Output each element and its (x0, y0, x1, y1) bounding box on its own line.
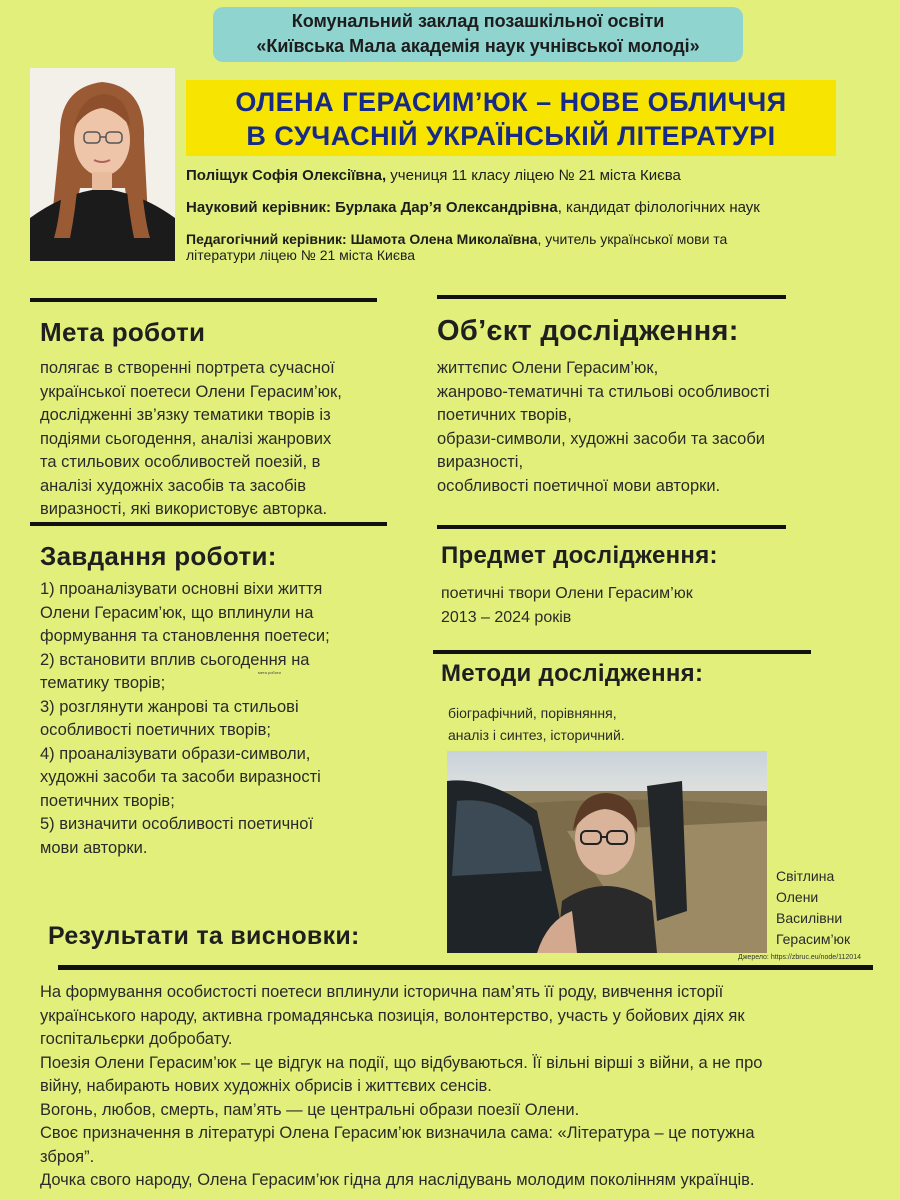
task-line: особливості поетичних творів; (40, 721, 271, 739)
divider-subject (437, 525, 786, 529)
author-portrait (30, 68, 175, 261)
subject-heading: Предмет дослідження: (441, 542, 718, 569)
methods-line: аналіз і синтез, історичний. (448, 727, 625, 743)
divider-tasks (30, 522, 387, 526)
subject-line: 2013 – 2024 років (441, 609, 572, 626)
task-line: мови авторки. (40, 838, 148, 857)
poster-title (186, 80, 836, 156)
results-text (40, 981, 890, 1193)
caption-line: Олени (776, 889, 819, 905)
teacher-name: Педагогічний керівник: Шамота Олена Миколаївна (186, 231, 538, 247)
results-line: Своє призначення в літературі Олена Герасим’юк визначила сама: «Література – це потужна (40, 1124, 755, 1142)
photo-source: Джерело: https://zbruc.eu/node/112014 (738, 954, 861, 961)
subject-line: поетичні твори Олени Герасим’юк (441, 585, 693, 602)
object-line: виразності, (437, 453, 524, 471)
advisor-line (186, 199, 886, 217)
photo-caption (776, 866, 886, 950)
tasks-heading: Завдання роботи: (40, 541, 277, 571)
task-line: 3) розглянути жанрові та стильові (40, 697, 299, 716)
task-line: 5) визначити особливості поетичної (40, 815, 314, 833)
object-line: життєпис Олени Герасим’юк, (437, 359, 659, 377)
object-text (437, 357, 877, 498)
results-line: госпітальєрки добробату. (40, 1030, 233, 1048)
goal-heading: Мета роботи (40, 317, 206, 347)
caption-line: Світлина (776, 868, 835, 884)
results-line: Вогонь, любов, смерть, пам’ять — це центральні образи поезії Олени. (40, 1100, 580, 1119)
methods-line: біографічний, порівняння, (448, 705, 617, 721)
org-line-1: Комунальний заклад позашкільної освіти (291, 11, 665, 31)
task-line: формування та становлення поетеси; (40, 627, 330, 645)
advisor-description: , кандидат філологічних наук (557, 199, 760, 216)
caption-line: Василівни (776, 910, 843, 926)
goal-line: аналізі художніх засобів та засобів (40, 476, 306, 495)
teacher-line (186, 231, 886, 263)
goal-line: української поетеси Олени Герасим’юк, (40, 382, 342, 401)
results-line: Дочка свого народу, Олена Герасим’юк гідна для наслідувань молодим поколінням українців. (40, 1171, 755, 1189)
subject-text (441, 582, 861, 630)
advisor-name: Науковий керівник: Бурлака Дар’я Олександрівна (186, 199, 558, 216)
task-line: Олени Герасим’юк, що вплинули на (40, 603, 314, 622)
divider-object (437, 295, 786, 299)
results-line: На формування особистості поетеси вплинули історична пам’ять її роду, вивчення історії (40, 983, 724, 1001)
goal-line: дослідженні зв’язку тематики творів із (40, 406, 331, 424)
object-line: особливості поетичної мови авторки. (437, 476, 721, 495)
object-line: жанрово-тематичні та стильові особливості (437, 382, 770, 401)
object-heading: Об’єкт дослідження: (437, 315, 739, 347)
goal-line: полягає в створенні портрета сучасної (40, 359, 335, 377)
title-line-1: ОЛЕНА ГЕРАСИМ’ЮК – НОВЕ ОБЛИЧЧЯ (235, 87, 787, 117)
teacher-description-2: літератури ліцею № 21 міста Києва (186, 247, 416, 263)
task-line: 1) проаналізувати основні віхи життя (40, 580, 323, 598)
organization-banner (213, 7, 743, 62)
tasks-text (40, 578, 400, 860)
divider-methods (433, 650, 811, 654)
org-line-2: «Київська Мала академія наук учнівської молоді» (256, 36, 700, 56)
teacher-description: , учитель української мови та (537, 231, 728, 247)
task-line: 4) проаналізувати образи-символи, (40, 744, 311, 763)
goal-text (40, 357, 400, 522)
task-line: тематику творів; (40, 674, 166, 692)
methods-text (448, 702, 848, 746)
goal-line: та стильових особливостей поезій, в (40, 453, 321, 471)
task-line: поетичних творів; (40, 791, 175, 810)
goal-line: виразності, які використовує авторка. (40, 500, 328, 518)
object-line: образи-символи, художні засоби та засоби (437, 429, 766, 448)
results-line: Поезія Олени Герасим’юк – це відгук на події, що відбуваються. Її вільні вірші з війни, а не про (40, 1053, 763, 1072)
results-line: війну, набирають нових художніх обрисів і життєвих сенсів. (40, 1077, 492, 1095)
goal-line: подіями сьогодення, аналізі жанрових (40, 429, 332, 448)
student-description: учениця 11 класу ліцею № 21 міста Києва (386, 167, 681, 184)
task-line: художні засоби та засоби виразності (40, 768, 321, 786)
results-line: зброя”. (40, 1147, 95, 1166)
student-line (186, 167, 886, 185)
divider-results (58, 965, 873, 970)
tiny-note: мета роботи (258, 670, 281, 675)
results-heading: Результати та висновки: (48, 922, 360, 950)
object-line: поетичних творів, (437, 406, 572, 424)
poet-photo (447, 751, 767, 953)
divider-goal (30, 298, 377, 302)
title-line-2: В СУЧАСНІЙ УКРАЇНСЬКІЙ ЛІТЕРАТУРІ (246, 121, 776, 151)
student-name: Поліщук Софія Олексіївна, (186, 167, 387, 184)
results-line: українського народу, активна громадянська позиція, волонтерство, участь у бойових діях як (40, 1006, 745, 1025)
task-line: 2) встановити вплив сьогодення на (40, 650, 310, 669)
caption-line: Герасим’юк (776, 931, 851, 947)
methods-heading: Методи дослідження: (441, 660, 704, 687)
